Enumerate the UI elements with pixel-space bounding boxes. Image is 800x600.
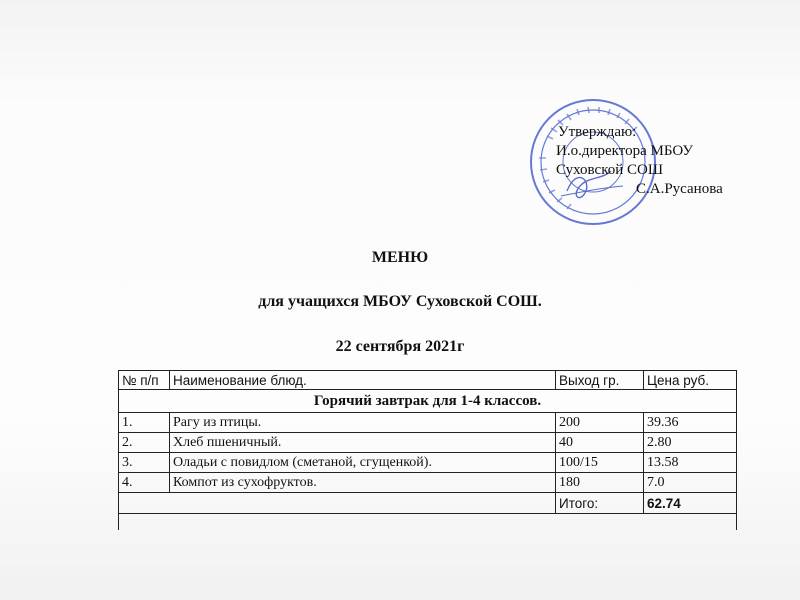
item-name: Рагу из птицы.: [170, 413, 556, 433]
table-row: [119, 453, 737, 473]
item-number: 2.: [119, 433, 170, 453]
document-subtitle: для учащихся МБОУ Суховской СОШ.: [258, 293, 542, 310]
table-row: [119, 473, 737, 493]
table-tail-cell: [119, 514, 737, 531]
column-header: Наименование блюд.: [170, 371, 556, 390]
approval-school: Суховской СОШ: [556, 162, 663, 178]
item-name: Компот из сухофруктов.: [170, 473, 556, 493]
approval-line: Утверждаю:: [558, 124, 637, 140]
approval-position: И.о.директора МБОУ: [556, 143, 693, 159]
item-number: 4.: [119, 473, 170, 493]
approval-signer: С.А.Русанова: [636, 181, 723, 197]
table-header-row: [119, 371, 737, 390]
column-header: Цена руб.: [644, 371, 737, 390]
item-weight: 180: [556, 473, 644, 493]
item-weight: 100/15: [556, 453, 644, 473]
section-title: Горячий завтрак для 1-4 классов.: [119, 390, 737, 413]
approval-block: [556, 123, 776, 199]
table-row: [119, 413, 737, 433]
item-number: 3.: [119, 453, 170, 473]
table-section-row: [119, 390, 737, 413]
item-price: 2.80: [644, 433, 737, 453]
item-name: Хлеб пшеничный.: [170, 433, 556, 453]
menu-table: [118, 370, 737, 530]
item-weight: 200: [556, 413, 644, 433]
item-price: 39.36: [644, 413, 737, 433]
item-name: Оладьи с повидлом (сметаной, сгущенкой).: [170, 453, 556, 473]
column-header: № п/п: [119, 371, 170, 390]
table-row: [119, 433, 737, 453]
item-price: 13.58: [644, 453, 737, 473]
total-empty-cell: [119, 493, 556, 514]
item-number: 1.: [119, 413, 170, 433]
total-label: Итого:: [556, 493, 644, 514]
table-total-row: [119, 493, 737, 514]
document-title: МЕНЮ: [371, 249, 429, 266]
item-price: 7.0: [644, 473, 737, 493]
table-tail-row: [119, 514, 737, 531]
item-weight: 40: [556, 433, 644, 453]
column-header: Выход гр.: [556, 371, 644, 390]
total-value: 62.74: [644, 493, 737, 514]
document-date: 22 сентября 2021г: [335, 338, 465, 355]
